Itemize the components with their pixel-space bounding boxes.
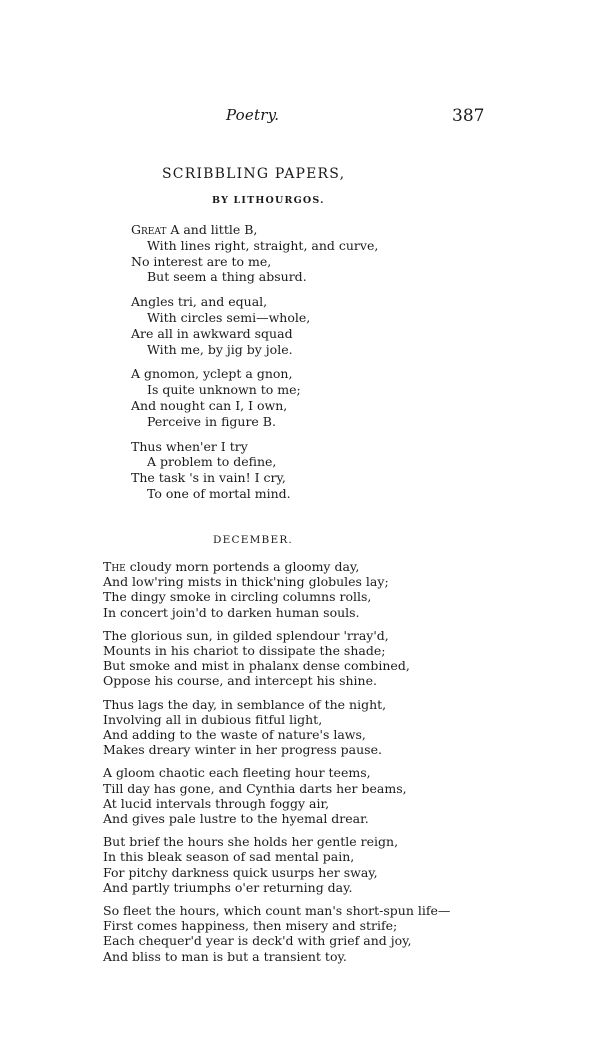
poem-line: And adding to the waste of nature's laws, [103,727,366,743]
poem-line: With me, by jig by jole. [147,341,293,357]
stanza [103,697,450,758]
poem-line: Involving all in dubious fitful light, [103,711,323,727]
poem-line: First comes happiness, then misery and strife; [103,918,398,934]
poem-line: But seem a thing absurd. [147,269,307,285]
poem-line: Thus when'er I try [131,438,248,454]
drop-word: The [103,559,126,574]
stanza [131,439,378,502]
poem-line: Perceive in figure B. [147,413,276,429]
poem-line: Are all in awkward squad [131,325,293,341]
poem-line: With circles semi—whole, [147,309,311,325]
poem-line: At lucid intervals through foggy air, [103,795,330,811]
poem-line: The task 's in vain! I cry, [131,470,286,486]
poem-line: And bliss to man is but a transient toy. [103,948,347,964]
poem-december [103,559,450,972]
poem-line: A gloom chaotic each fleeting hour teems, [103,765,371,781]
poem-line: In concert join'd to darken human souls. [103,604,360,620]
poem-line: The cloudy morn portends a gloomy day, [103,559,360,574]
page-number: 387 [452,106,485,126]
poem-line: But brief the hours she holds her gentle reign, [103,834,399,850]
poem-byline: BY LITHOURGOS. [212,195,325,206]
poem-title-scribbling-papers: SCRIBBLING PAPERS, [162,166,346,182]
poem-line: The dingy smoke in circling columns rolls, [103,589,372,605]
poem-line: Mounts in his chariot to dissipate the shade; [103,643,386,659]
poem-title-december: DECEMBER. [213,534,293,546]
poem-line: Great A and little B, [131,222,258,237]
drop-word: Great [131,222,167,237]
poem-line: To one of mortal mind. [147,485,291,501]
stanza [103,628,450,689]
poem-line: Oppose his course, and intercept his shine. [103,673,377,689]
poem-line: In this bleak season of sad mental pain, [103,849,355,865]
stanza [103,559,450,620]
page-header [0,106,604,130]
stanza [103,903,450,964]
stanza [131,294,378,357]
poem-line: Thus lags the day, in semblance of the night, [103,696,387,712]
stanza [131,222,378,285]
poem-line: And nought can I, I own, [131,397,288,413]
poem-line: The glorious sun, in gilded splendour 'rray'd, [103,627,389,643]
poem-line: A problem to define, [147,454,277,470]
poem-line: For pitchy darkness quick usurps her sway, [103,864,378,880]
poem-line: Each chequer'd year is deck'd with grief and joy, [103,933,412,949]
stanza [103,834,450,895]
poem-line: But smoke and mist in phalanx dense combined, [103,658,410,674]
poem-line: Makes dreary winter in her progress pause. [103,742,382,758]
poem-line: No interest are to me, [131,253,272,269]
poem-scribbling-papers [131,222,378,511]
stanza [103,765,450,826]
poem-line: With lines right, straight, and curve, [147,237,379,253]
poem-line: So fleet the hours, which count man's short-spun life— [103,903,451,919]
poem-line: Angles tri, and equal, [131,294,268,310]
poem-line: And low'ring mists in thick'ning globules lay; [103,574,389,590]
poem-line: Till day has gone, and Cynthia darts her beams, [103,780,407,796]
poem-line: Is quite unknown to me; [147,382,301,398]
stanza [131,366,378,429]
poem-line: And gives pale lustre to the hyemal drear. [103,811,369,827]
poem-line: A gnomon, yclept a gnon, [131,366,293,382]
poem-line: And partly triumphs o'er returning day. [103,879,353,895]
running-title: Poetry. [226,106,280,124]
